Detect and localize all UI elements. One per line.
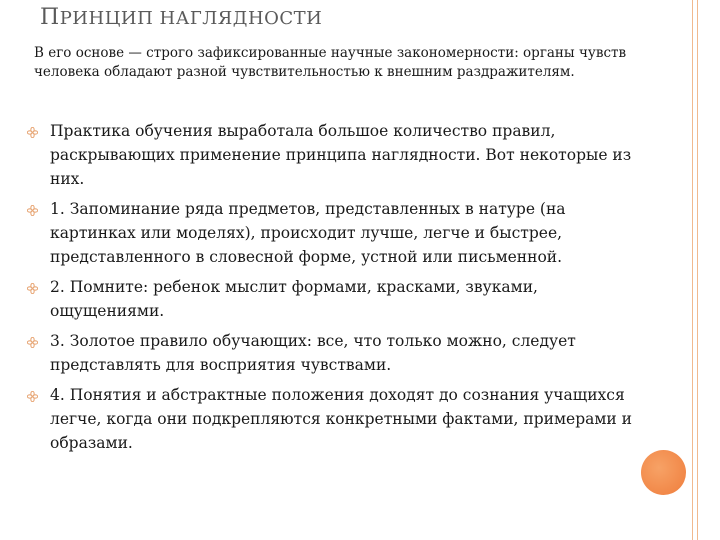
flower-bullet-icon [27,337,38,348]
bullet-item [30,329,645,377]
flower-bullet-icon [27,127,38,138]
slide-title [40,5,322,30]
flower-bullet-icon [27,391,38,402]
bullet-text: 1. Запоминание ряда предметов, представленных в натуре (на картинках или моделях), происходит лучше, легче и быстрее, представленного в словесной форме, устной или письменной. [50,200,566,266]
decorative-rule-right [697,0,698,540]
bullet-item [30,275,645,323]
flower-bullet-icon [27,283,38,294]
bullet-item [30,197,645,269]
bullet-text: Практика обучения выработала большое количество правил, раскрывающих применение принципа наглядности. Вот некоторые из них. [50,122,632,188]
bullet-item [30,119,645,191]
slide-title-rest: РИНЦИП НАГЛЯДНОСТИ [59,8,323,29]
flower-bullet-icon [27,205,38,216]
decorative-rule-left [692,0,693,540]
slide-title-first-letter: П [40,5,60,30]
bullet-list [30,119,645,461]
bullet-text: 4. Понятия и абстрактные положения доходят до сознания учащихся легче, когда они подкрепляются конкретными фактами, примерами и образами. [50,386,633,452]
bullet-text: 2. Помните: ребенок мыслит формами, красками, звуками, ощущениями. [50,278,538,320]
bullet-item [30,383,645,455]
orange-circle-decoration [641,450,686,495]
intro-text: В его основе — строго зафиксированные научные закономерности: органы чувств человека обладают разной чувствительностью к внешним раздражителям. [34,45,627,80]
bullet-text: 3. Золотое правило обучающих: все, что только можно, следует представлять для восприятия чувствами. [50,332,576,374]
